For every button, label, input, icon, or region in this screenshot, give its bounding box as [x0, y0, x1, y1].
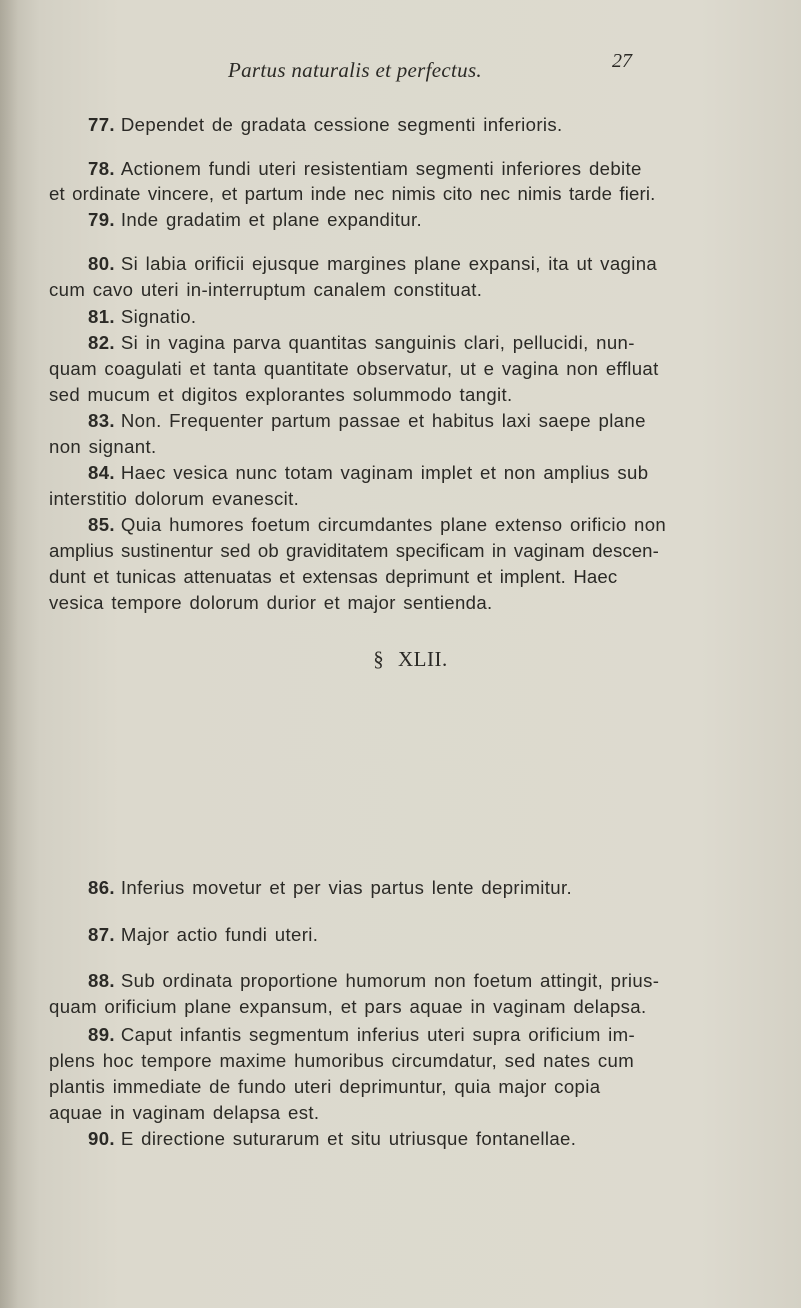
section-heading	[0, 647, 801, 672]
text-line: 82. Si in vagina parva quantitas sanguinis clari, pellucidi, nun-	[88, 332, 635, 353]
text-line: non signant.	[49, 436, 157, 457]
text-line: 83. Non. Frequenter partum passae et habitus laxi saepe plane	[88, 410, 646, 431]
section-symbol: §	[373, 647, 385, 671]
text-line: 84. Haec vesica nunc totam vaginam implet et non amplius sub	[88, 462, 649, 483]
text-line: 85. Quia humores foetum circumdantes plane extenso orificio non	[88, 514, 667, 535]
paragraph-number: 90.	[88, 1128, 115, 1149]
paragraph-number: 78.	[88, 158, 115, 179]
text-line: aquae in vaginam delapsa est.	[49, 1102, 320, 1123]
text-line: 78. Actionem fundi uteri resistentiam segmenti inferiores debite	[88, 158, 642, 179]
text-line: plens hoc tempore maxime humoribus circumdatur, sed nates cum	[49, 1050, 635, 1071]
running-head	[0, 50, 801, 88]
text-line: plantis immediate de fundo uteri deprimuntur, quia major copia	[49, 1076, 601, 1097]
text-line: 86. Inferius movetur et per vias partus lente deprimitur.	[88, 877, 573, 898]
text-line: 81. Signatio.	[88, 306, 197, 327]
text-line: amplius sustinentur sed ob graviditatem specificam in vaginam descen-	[49, 540, 659, 561]
text-line: et ordinate vincere, et partum inde nec nimis cito nec nimis tarde fieri.	[49, 183, 656, 204]
text-line: 79. Inde gradatim et plane expanditur.	[88, 209, 422, 230]
paragraph-number: 87.	[88, 924, 115, 945]
text-line: quam orificium plane expansum, et pars aquae in vaginam delapsa.	[49, 996, 647, 1017]
paragraph-number: 80.	[88, 253, 115, 274]
paragraph-number: 77.	[88, 114, 115, 135]
paragraph-number: 89.	[88, 1024, 115, 1045]
text-line: sed mucum et digitos explorantes solummodo tangit.	[49, 384, 513, 405]
page-number: 27	[612, 50, 632, 72]
running-title: Partus naturalis et perfectus.	[228, 58, 482, 82]
paragraph-number: 84.	[88, 462, 115, 483]
text-line: 80. Si labia orificii ejusque margines plane expansi, ita ut vagina	[88, 253, 658, 274]
paragraph-number: 79.	[88, 209, 115, 230]
text-line: cum cavo uteri in-interruptum canalem constituat.	[49, 279, 483, 300]
paragraph-number: 85.	[88, 514, 115, 535]
text-line: 77. Dependet de gradata cessione segmenti inferioris.	[88, 114, 563, 135]
paragraph-number: 86.	[88, 877, 115, 898]
paragraph-number: 88.	[88, 970, 115, 991]
paragraph-number: 82.	[88, 332, 115, 353]
text-line: 87. Major actio fundi uteri.	[88, 924, 319, 945]
paragraph-number: 83.	[88, 410, 115, 431]
paragraph-number: 81.	[88, 306, 115, 327]
text-line: 90. E directione suturarum et situ utriusque fontanellae.	[88, 1128, 577, 1149]
text-line: interstitio dolorum evanescit.	[49, 488, 300, 509]
text-line: dunt et tunicas attenuatas et extensas deprimunt et implent. Haec	[49, 566, 618, 587]
text-line: quam coagulati et tanta quantitate observatur, ut e vagina non effluat	[49, 358, 659, 379]
section-number: XLII.	[398, 647, 448, 671]
text-line: 88. Sub ordinata proportione humorum non foetum attingit, prius-	[88, 970, 660, 991]
text-line: vesica tempore dolorum durior et major sentienda.	[49, 592, 493, 613]
text-line: 89. Caput infantis segmentum inferius uteri supra orificium im-	[88, 1024, 636, 1045]
